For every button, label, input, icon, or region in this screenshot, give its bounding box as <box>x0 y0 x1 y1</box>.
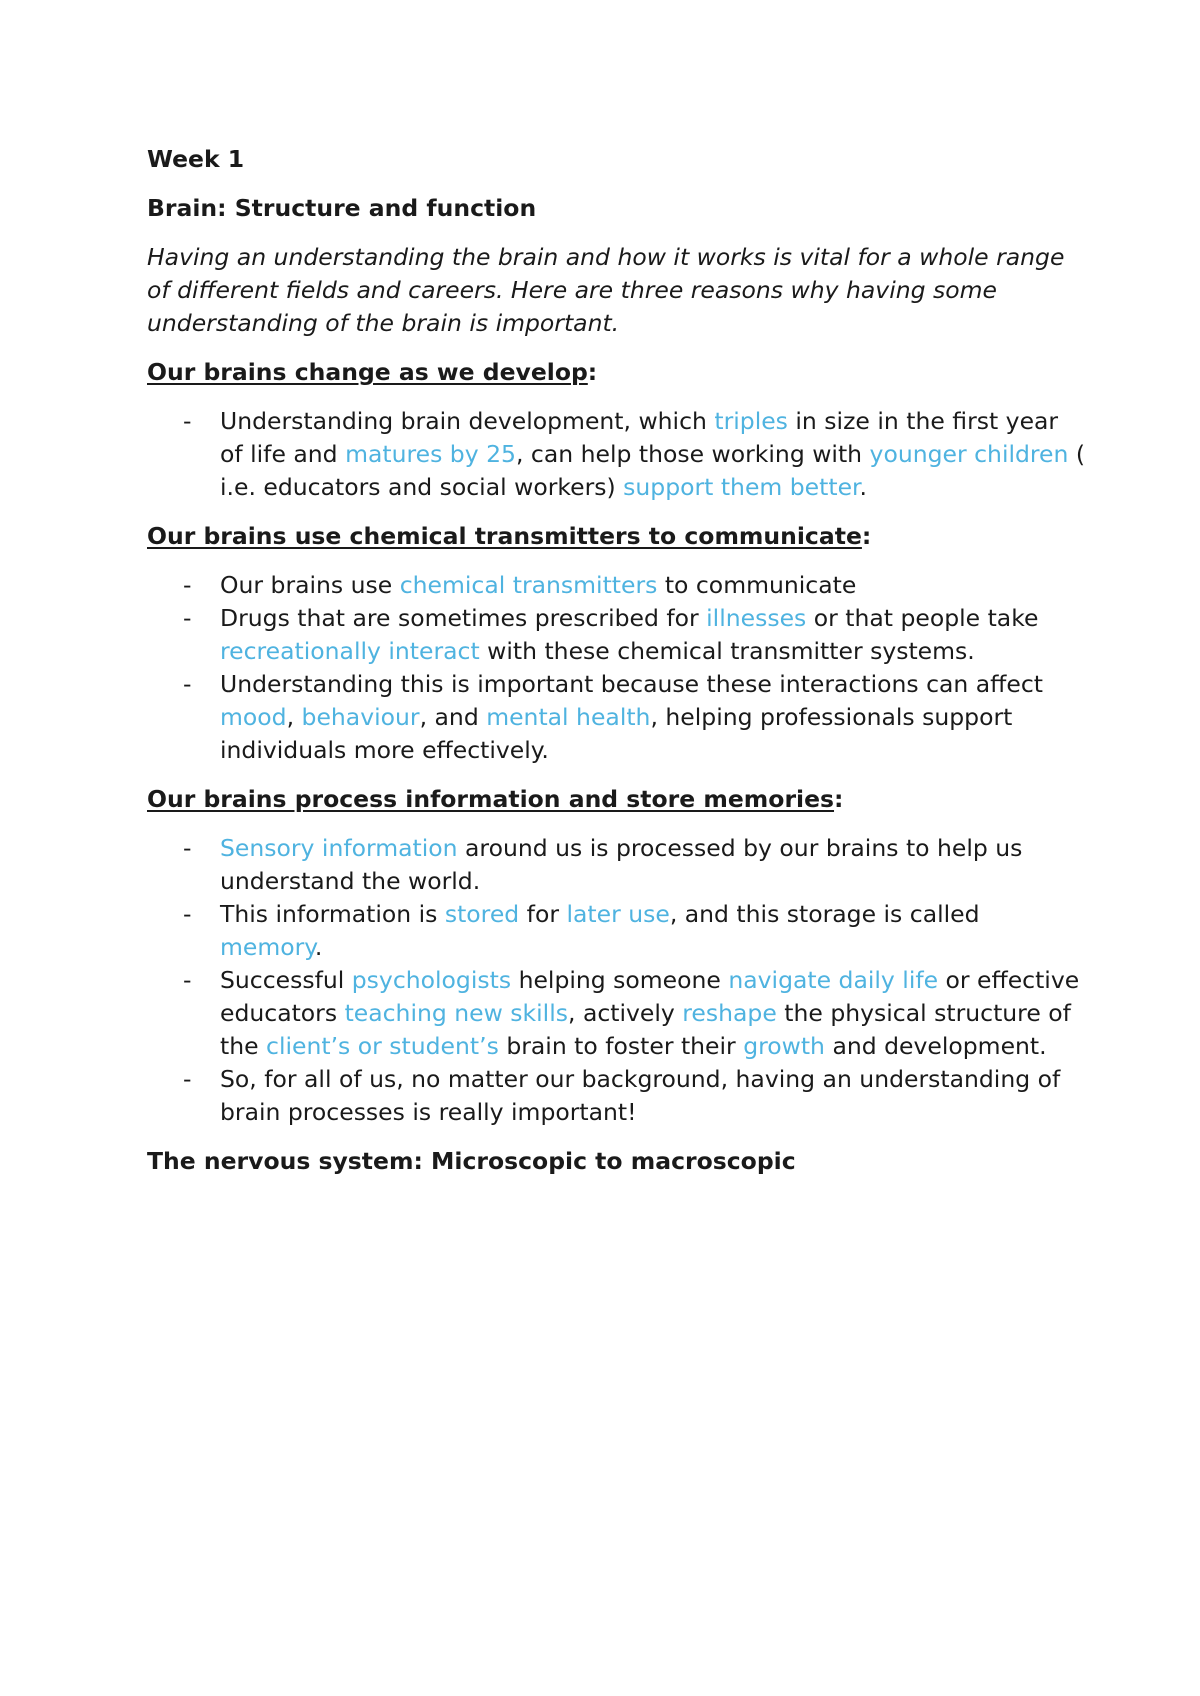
highlighted-text: support them better <box>623 473 860 501</box>
body-text: Understanding this is important because these interactions can affect <box>220 670 1043 698</box>
body-text: in size in the first year of life and <box>220 407 1059 468</box>
body-text: Understanding brain development, which <box>220 407 715 435</box>
highlighted-text: teaching new skills <box>344 999 568 1027</box>
highlighted-text: triples <box>714 407 788 435</box>
highlighted-text: recreationally interact <box>220 637 480 665</box>
bullet-marker: - <box>183 834 192 862</box>
list-item <box>147 569 1087 602</box>
bullet-list <box>147 405 1087 504</box>
bullet-marker: - <box>183 670 192 698</box>
highlighted-text: Sensory information <box>220 834 458 862</box>
highlighted-text: mood <box>220 703 287 731</box>
highlighted-text: younger children <box>869 440 1069 468</box>
list-item <box>147 602 1087 668</box>
body-text: , can help those working with <box>515 440 870 468</box>
body-text: , and this storage is called <box>669 900 980 928</box>
highlighted-text: illnesses <box>706 604 807 632</box>
body-text: So, for all of us, no matter our background, having an understanding of brain processes is really important! <box>220 1065 1061 1126</box>
body-text: the physical structure of the <box>220 999 1071 1060</box>
bullet-marker: - <box>183 900 192 928</box>
section-heading <box>147 356 1087 389</box>
section-heading-text: Our brains process information and store memories <box>147 785 835 813</box>
body-text: brain to foster their <box>498 1032 744 1060</box>
section-heading-text: Our brains use chemical transmitters to communicate <box>147 522 862 550</box>
bullet-marker: - <box>183 966 192 994</box>
body-text: or effective educators <box>220 966 1080 1027</box>
body-text: to communicate <box>657 571 857 599</box>
body-text: for <box>519 900 567 928</box>
body-text: , actively <box>568 999 683 1027</box>
highlighted-text: stored <box>444 900 520 928</box>
next-section-heading: The nervous system: Microscopic to macroscopic <box>147 1147 796 1175</box>
document-page <box>147 143 1087 1178</box>
body-text: Drugs that are sometimes prescribed for <box>220 604 707 632</box>
body-text: , helping professionals support individuals more effectively. <box>220 703 1013 764</box>
section-heading-colon: : <box>587 358 598 386</box>
bullet-marker: - <box>183 407 192 435</box>
body-text: around us is processed by our brains to help us understand the world. <box>220 834 1023 895</box>
highlighted-text: behaviour <box>301 703 420 731</box>
highlighted-text: later use <box>566 900 670 928</box>
body-text: . <box>314 933 323 961</box>
bullet-list <box>147 832 1087 1129</box>
body-text: ( i.e. educators and social workers) <box>220 440 1086 501</box>
body-text: or that people take <box>806 604 1039 632</box>
intro-paragraph: Having an understanding the brain and how it works is vital for a whole range of different fields and careers. Here are three reasons why having some understanding of the brain is important. <box>147 243 1065 337</box>
week-label: Week 1 <box>147 145 245 173</box>
bullet-list <box>147 569 1087 767</box>
bullet-marker: - <box>183 571 192 599</box>
list-item <box>147 898 1087 964</box>
highlighted-text: reshape <box>682 999 777 1027</box>
body-text: Successful <box>220 966 352 994</box>
sections-container <box>147 356 1087 1129</box>
highlighted-text: navigate daily life <box>728 966 939 994</box>
body-text: helping someone <box>511 966 729 994</box>
body-text: . <box>859 473 868 501</box>
bullet-marker: - <box>183 1065 192 1093</box>
body-text: , <box>286 703 302 731</box>
highlighted-text: memory <box>220 933 315 961</box>
list-item <box>147 832 1087 898</box>
highlighted-text: psychologists <box>351 966 512 994</box>
highlighted-text: matures by 25 <box>345 440 516 468</box>
highlighted-text: growth <box>743 1032 825 1060</box>
list-item <box>147 405 1087 504</box>
section-heading <box>147 520 1087 553</box>
body-text: Our brains use <box>220 571 400 599</box>
list-item <box>147 1063 1087 1129</box>
section-heading <box>147 783 1087 816</box>
section-heading-colon: : <box>861 522 872 550</box>
list-item <box>147 964 1087 1063</box>
highlighted-text: chemical transmitters <box>399 571 658 599</box>
section-heading-text: Our brains change as we develop <box>147 358 588 386</box>
page-title: Brain: Structure and function <box>147 194 537 222</box>
body-text: , and <box>419 703 487 731</box>
list-item <box>147 668 1087 767</box>
body-text: with these chemical transmitter systems. <box>479 637 975 665</box>
body-text: This information is <box>220 900 445 928</box>
highlighted-text: mental health <box>486 703 651 731</box>
section-heading-colon: : <box>834 785 844 813</box>
bullet-marker: - <box>183 604 192 632</box>
body-text: and development. <box>824 1032 1047 1060</box>
highlighted-text: client’s or student’s <box>266 1032 499 1060</box>
